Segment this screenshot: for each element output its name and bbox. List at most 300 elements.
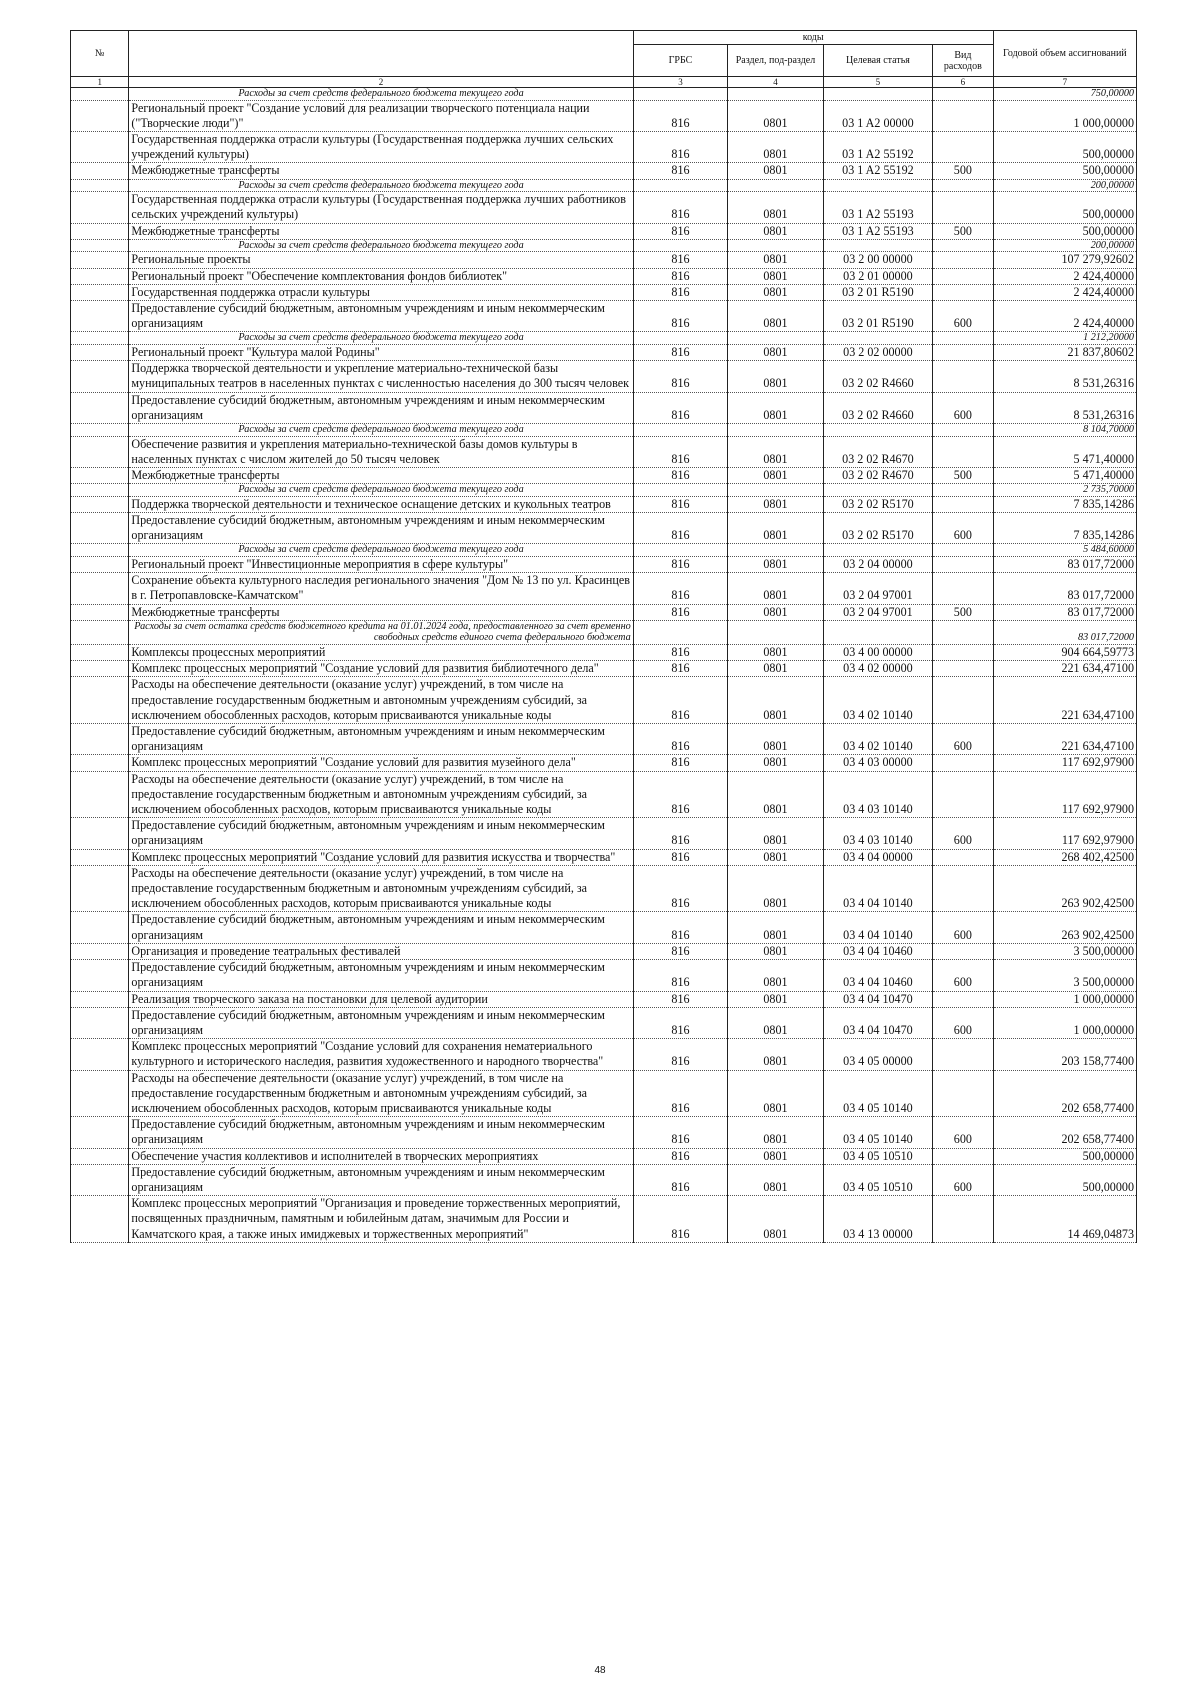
item-name: Поддержка творческой деятельности и техническое оснащение детских и кукольных театров [129,496,633,512]
vid-cell: 500 [933,163,994,179]
vid-cell [933,771,994,818]
amount-cell: 202 658,77400 [993,1070,1136,1117]
table-row [71,755,1137,771]
amount-cell: 904 664,59773 [993,645,1136,661]
header-vid: Вид расходов [933,45,994,77]
amount-cell: 1 000,00000 [993,100,1136,131]
item-name: Комплекс процессных мероприятий "Организация и проведение торжественных мероприятий, посвященных праздничным, памятным и юбилейным датам, значимым для России и Камчатского края, а также иных имиджевых и торжественных мероприятий" [129,1196,633,1243]
row-number [71,943,129,959]
row-number [71,960,129,991]
row-number [71,361,129,392]
razdel-cell: 0801 [728,392,824,423]
amount-cell: 83 017,72000 [993,573,1136,604]
table-row [71,513,1137,544]
item-name: Государственная поддержка отрасли культуры [129,284,633,300]
item-name: Комплекс процессных мероприятий "Создание условий для развития искусства и творчества" [129,849,633,865]
vid-cell [933,620,994,644]
item-name: Расходы на обеспечение деятельности (оказание услуг) учреждений, в том числе на предоставление государственным бюджетным и автономным учреждениям субсидий, за исключением обособленных расходов, которым присваиваются уникальные коды [129,1070,633,1117]
razdel-cell: 0801 [728,661,824,677]
razdel-cell: 0801 [728,943,824,959]
item-name: Расходы на обеспечение деятельности (оказание услуг) учреждений, в том числе на предоставление государственным бюджетным и автономным учреждениям субсидий, за исключением обособленных расходов, которым присваиваются уникальные коды [129,865,633,912]
row-number [71,1164,129,1195]
razdel-cell: 0801 [728,557,824,573]
razdel-cell: 0801 [728,361,824,392]
vid-cell: 600 [933,513,994,544]
razdel-cell: 0801 [728,284,824,300]
grbs-cell: 816 [633,1039,727,1070]
row-number [71,332,129,345]
item-name: Предоставление субсидий бюджетным, автономным учреждениям и иным некоммерческим организациям [129,392,633,423]
vid-cell [933,239,994,252]
celevaya-cell: 03 4 04 10470 [823,1007,932,1038]
celevaya-cell: 03 2 00 00000 [823,252,932,268]
celevaya-cell: 03 2 02 R4670 [823,436,932,467]
row-number [71,268,129,284]
item-name: Межбюджетные трансферты [129,223,633,239]
table-row [71,943,1137,959]
amount-cell: 750,00000 [993,88,1136,101]
celevaya-cell: 03 4 03 10140 [823,818,932,849]
grbs-cell [633,179,727,192]
table-row [71,100,1137,131]
amount-cell: 83 017,72000 [993,604,1136,620]
amount-cell: 5 471,40000 [993,468,1136,484]
grbs-cell: 816 [633,557,727,573]
vid-cell [933,1148,994,1164]
amount-cell: 500,00000 [993,163,1136,179]
item-name: Межбюджетные трансферты [129,163,633,179]
amount-cell: 2 735,70000 [993,484,1136,497]
razdel-cell [728,620,824,644]
item-name: Государственная поддержка отрасли культуры (Государственная поддержка лучших сельских учреждений культуры) [129,132,633,163]
grbs-cell: 816 [633,912,727,943]
table-row [71,468,1137,484]
table-row [71,1148,1137,1164]
colnum-7: 7 [993,77,1136,88]
razdel-cell: 0801 [728,252,824,268]
razdel-cell: 0801 [728,163,824,179]
funding-source-label: Расходы за счет остатка средств бюджетного кредита на 01.01.2024 года, предоставленного за счет временно свободных средств единого счета федерального бюджета [129,620,633,644]
razdel-cell: 0801 [728,1070,824,1117]
item-name: Предоставление субсидий бюджетным, автономным учреждениям и иным некоммерческим организациям [129,513,633,544]
razdel-cell [728,179,824,192]
table-row [71,1164,1137,1195]
amount-cell: 2 424,40000 [993,284,1136,300]
grbs-cell: 816 [633,573,727,604]
amount-cell: 202 658,77400 [993,1117,1136,1148]
row-number [71,223,129,239]
amount-cell: 500,00000 [993,132,1136,163]
amount-cell: 1 000,00000 [993,1007,1136,1038]
row-number [71,865,129,912]
razdel-cell: 0801 [728,991,824,1007]
amount-cell: 221 634,47100 [993,724,1136,755]
item-name: Предоставление субсидий бюджетным, автономным учреждениям и иным некоммерческим организациям [129,818,633,849]
row-number [71,1039,129,1070]
grbs-cell: 816 [633,818,727,849]
amount-cell: 263 902,42500 [993,865,1136,912]
row-number [71,100,129,131]
header-grbs: ГРБС [633,45,727,77]
celevaya-cell: 03 4 04 10460 [823,943,932,959]
item-name: Предоставление субсидий бюджетным, автономным учреждениям и иным некоммерческим организациям [129,960,633,991]
celevaya-cell: 03 2 04 00000 [823,557,932,573]
amount-cell: 14 469,04873 [993,1196,1136,1243]
vid-cell [933,1039,994,1070]
row-number [71,1196,129,1243]
vid-cell [933,849,994,865]
vid-cell [933,557,994,573]
amount-cell: 8 531,26316 [993,361,1136,392]
table-row [71,771,1137,818]
item-name: Комплекс процессных мероприятий "Создание условий для развития музейного дела" [129,755,633,771]
table-row [71,645,1137,661]
vid-cell: 600 [933,1164,994,1195]
item-name: Обеспечение участия коллективов и исполнителей в творческих мероприятиях [129,1148,633,1164]
vid-cell: 600 [933,1117,994,1148]
colnum-5: 5 [823,77,932,88]
grbs-cell: 816 [633,1164,727,1195]
amount-cell: 5 471,40000 [993,436,1136,467]
amount-cell: 3 500,00000 [993,943,1136,959]
item-name: Расходы на обеспечение деятельности (оказание услуг) учреждений, в том числе на предоставление государственным бюджетным и автономным учреждениям субсидий, за исключением обособленных расходов, которым присваиваются уникальные коды [129,677,633,724]
row-number [71,771,129,818]
item-name: Государственная поддержка отрасли культуры (Государственная поддержка лучших работников сельских учреждений культуры) [129,192,633,223]
celevaya-cell: 03 2 02 R4670 [823,468,932,484]
item-name: Предоставление субсидий бюджетным, автономным учреждениям и иным некоммерческим организациям [129,1007,633,1038]
razdel-cell: 0801 [728,1007,824,1038]
grbs-cell: 816 [633,755,727,771]
vid-cell: 600 [933,960,994,991]
table-body [71,88,1137,1243]
grbs-cell: 816 [633,361,727,392]
item-name: Реализация творческого заказа на постановки для целевой аудитории [129,991,633,1007]
table-row [71,724,1137,755]
item-name: Расходы на обеспечение деятельности (оказание услуг) учреждений, в том числе на предоставление государственным бюджетным и автономным учреждениям субсидий, за исключением обособленных расходов, которым присваиваются уникальные коды [129,771,633,818]
celevaya-cell: 03 4 03 10140 [823,771,932,818]
vid-cell [933,677,994,724]
vid-cell [933,436,994,467]
razdel-cell: 0801 [728,677,824,724]
grbs-cell: 816 [633,724,727,755]
celevaya-cell: 03 2 02 R4660 [823,392,932,423]
header-razdel: Раздел, под-раздел [728,45,824,77]
header-codes: коды [633,31,993,45]
row-number [71,991,129,1007]
row-number [71,604,129,620]
item-name: Межбюджетные трансферты [129,604,633,620]
funding-source-label: Расходы за счет средств федерального бюджета текущего года [129,179,633,192]
table-row [71,677,1137,724]
celevaya-cell: 03 2 04 97001 [823,604,932,620]
razdel-cell [728,424,824,437]
item-name: Комплекс процессных мероприятий "Создание условий для развития библиотечного дела" [129,661,633,677]
grbs-cell: 816 [633,163,727,179]
vid-cell [933,284,994,300]
celevaya-cell: 03 4 05 10510 [823,1164,932,1195]
item-name: Предоставление субсидий бюджетным, автономным учреждениям и иным некоммерческим организациям [129,724,633,755]
funding-source-row [71,484,1137,497]
razdel-cell [728,239,824,252]
celevaya-cell: 03 2 01 00000 [823,268,932,284]
vid-cell: 600 [933,724,994,755]
table-row [71,392,1137,423]
item-name: Региональные проекты [129,252,633,268]
celevaya-cell [823,544,932,557]
item-name: Региональный проект "Культура малой Родины" [129,345,633,361]
item-name: Поддержка творческой деятельности и укрепление материально-технической базы муниципальных театров в населенных пунктах с численностью населения до 300 тысяч человек [129,361,633,392]
amount-cell: 200,00000 [993,239,1136,252]
celevaya-cell: 03 2 02 R5170 [823,513,932,544]
table-row [71,192,1137,223]
amount-cell: 8 104,70000 [993,424,1136,437]
table-row [71,1039,1137,1070]
grbs-cell: 816 [633,991,727,1007]
celevaya-cell [823,620,932,644]
budget-document [70,30,1137,1243]
vid-cell [933,991,994,1007]
table-row [71,345,1137,361]
row-number [71,573,129,604]
grbs-cell: 816 [633,284,727,300]
amount-cell: 2 424,40000 [993,301,1136,332]
item-name: Сохранение объекта культурного наследия регионального значения "Дом № 13 по ул. Красинцев в г. Петропавловске-Камчатском" [129,573,633,604]
grbs-cell: 816 [633,1148,727,1164]
celevaya-cell: 03 1 A2 55192 [823,163,932,179]
razdel-cell: 0801 [728,849,824,865]
amount-cell: 268 402,42500 [993,849,1136,865]
razdel-cell: 0801 [728,513,824,544]
row-number [71,620,129,644]
vid-cell [933,496,994,512]
item-name: Региональный проект "Создание условий для реализации творческого потенциала нации ("Творческие люди")" [129,100,633,131]
row-number [71,849,129,865]
amount-cell: 500,00000 [993,223,1136,239]
grbs-cell: 816 [633,100,727,131]
razdel-cell: 0801 [728,818,824,849]
amount-cell: 1 000,00000 [993,991,1136,1007]
grbs-cell: 816 [633,849,727,865]
grbs-cell: 816 [633,132,727,163]
row-number [71,88,129,101]
celevaya-cell: 03 4 04 10460 [823,960,932,991]
grbs-cell: 816 [633,513,727,544]
row-number [71,179,129,192]
row-number [71,724,129,755]
razdel-cell: 0801 [728,223,824,239]
row-number [71,424,129,437]
funding-source-label: Расходы за счет средств федерального бюджета текущего года [129,88,633,101]
grbs-cell [633,484,727,497]
vid-cell: 600 [933,912,994,943]
funding-source-row [71,239,1137,252]
amount-cell: 8 531,26316 [993,392,1136,423]
table-row [71,268,1137,284]
celevaya-cell: 03 1 A2 55193 [823,223,932,239]
item-name: Региональный проект "Инвестиционные мероприятия в сфере культуры" [129,557,633,573]
razdel-cell: 0801 [728,865,824,912]
grbs-cell: 816 [633,345,727,361]
grbs-cell: 816 [633,392,727,423]
vid-cell: 600 [933,392,994,423]
amount-cell: 500,00000 [993,1148,1136,1164]
funding-source-row [71,332,1137,345]
razdel-cell: 0801 [728,573,824,604]
vid-cell [933,1196,994,1243]
amount-cell: 2 424,40000 [993,268,1136,284]
grbs-cell [633,332,727,345]
amount-cell: 83 017,72000 [993,620,1136,644]
grbs-cell: 816 [633,1070,727,1117]
row-number [71,252,129,268]
amount-cell: 83 017,72000 [993,557,1136,573]
grbs-cell: 816 [633,771,727,818]
row-number [71,239,129,252]
table-row [71,960,1137,991]
razdel-cell: 0801 [728,1148,824,1164]
grbs-cell [633,88,727,101]
row-number [71,345,129,361]
grbs-cell [633,620,727,644]
amount-cell: 200,00000 [993,179,1136,192]
row-number [71,284,129,300]
funding-source-row [71,179,1137,192]
vid-cell [933,192,994,223]
razdel-cell: 0801 [728,1196,824,1243]
razdel-cell [728,332,824,345]
amount-cell: 1 212,20000 [993,332,1136,345]
grbs-cell: 816 [633,677,727,724]
vid-cell [933,1070,994,1117]
razdel-cell [728,484,824,497]
celevaya-cell [823,484,932,497]
row-number [71,301,129,332]
item-name: Предоставление субсидий бюджетным, автономным учреждениям и иным некоммерческим организациям [129,912,633,943]
celevaya-cell: 03 4 05 00000 [823,1039,932,1070]
amount-cell: 117 692,97900 [993,755,1136,771]
header-name [129,31,633,77]
vid-cell: 500 [933,223,994,239]
table-row [71,865,1137,912]
row-number [71,392,129,423]
celevaya-cell: 03 4 04 00000 [823,849,932,865]
vid-cell [933,573,994,604]
vid-cell [933,179,994,192]
row-number [71,496,129,512]
colnum-3: 3 [633,77,727,88]
row-number [71,1070,129,1117]
celevaya-cell: 03 2 02 R5170 [823,496,932,512]
row-number [71,436,129,467]
table-row [71,132,1137,163]
razdel-cell: 0801 [728,192,824,223]
razdel-cell: 0801 [728,771,824,818]
amount-cell: 221 634,47100 [993,677,1136,724]
grbs-cell: 816 [633,1196,727,1243]
celevaya-cell: 03 2 01 R5190 [823,301,932,332]
razdel-cell: 0801 [728,960,824,991]
vid-cell: 500 [933,604,994,620]
vid-cell [933,132,994,163]
row-number [71,192,129,223]
vid-cell [933,544,994,557]
vid-cell [933,424,994,437]
vid-cell [933,755,994,771]
table-row [71,818,1137,849]
vid-cell [933,645,994,661]
table-row [71,849,1137,865]
funding-source-row [71,544,1137,557]
grbs-cell [633,424,727,437]
table-row [71,991,1137,1007]
vid-cell [933,361,994,392]
funding-source-row [71,424,1137,437]
vid-cell [933,345,994,361]
celevaya-cell: 03 4 03 00000 [823,755,932,771]
table-row [71,1070,1137,1117]
amount-cell: 117 692,97900 [993,818,1136,849]
header-amount: Годовой объем ассигнований [993,31,1136,77]
row-number [71,544,129,557]
razdel-cell: 0801 [728,436,824,467]
vid-cell: 600 [933,818,994,849]
funding-source-label: Расходы за счет средств федерального бюджета текущего года [129,484,633,497]
row-number [71,755,129,771]
amount-cell: 3 500,00000 [993,960,1136,991]
vid-cell [933,865,994,912]
funding-source-label: Расходы за счет средств федерального бюджета текущего года [129,239,633,252]
funding-source-row [71,88,1137,101]
razdel-cell: 0801 [728,1164,824,1195]
grbs-cell: 816 [633,192,727,223]
grbs-cell [633,239,727,252]
colnum-1: 1 [71,77,129,88]
grbs-cell: 816 [633,604,727,620]
celevaya-cell [823,424,932,437]
table-row [71,1117,1137,1148]
budget-table [70,30,1137,1243]
item-name: Комплексы процессных мероприятий [129,645,633,661]
celevaya-cell: 03 4 04 10470 [823,991,932,1007]
razdel-cell: 0801 [728,100,824,131]
razdel-cell: 0801 [728,132,824,163]
celevaya-cell: 03 4 04 10140 [823,912,932,943]
table-header [71,31,1137,88]
row-number [71,557,129,573]
razdel-cell: 0801 [728,912,824,943]
table-row [71,604,1137,620]
vid-cell [933,661,994,677]
table-row [71,1196,1137,1243]
razdel-cell [728,88,824,101]
page-number: 48 [594,1665,606,1676]
celevaya-cell: 03 4 13 00000 [823,1196,932,1243]
grbs-cell: 816 [633,943,727,959]
row-number [71,818,129,849]
item-name: Региональный проект "Обеспечение комплектования фондов библиотек" [129,268,633,284]
table-row [71,573,1137,604]
table-row [71,163,1137,179]
celevaya-cell: 03 4 02 10140 [823,677,932,724]
celevaya-cell [823,88,932,101]
grbs-cell: 816 [633,268,727,284]
celevaya-cell [823,239,932,252]
razdel-cell: 0801 [728,755,824,771]
item-name: Комплекс процессных мероприятий "Создание условий для сохранения нематериального культурного и исторического наследия, развития художественного и народного творчества" [129,1039,633,1070]
item-name: Предоставление субсидий бюджетным, автономным учреждениям и иным некоммерческим организациям [129,301,633,332]
table-row [71,301,1137,332]
vid-cell [933,100,994,131]
